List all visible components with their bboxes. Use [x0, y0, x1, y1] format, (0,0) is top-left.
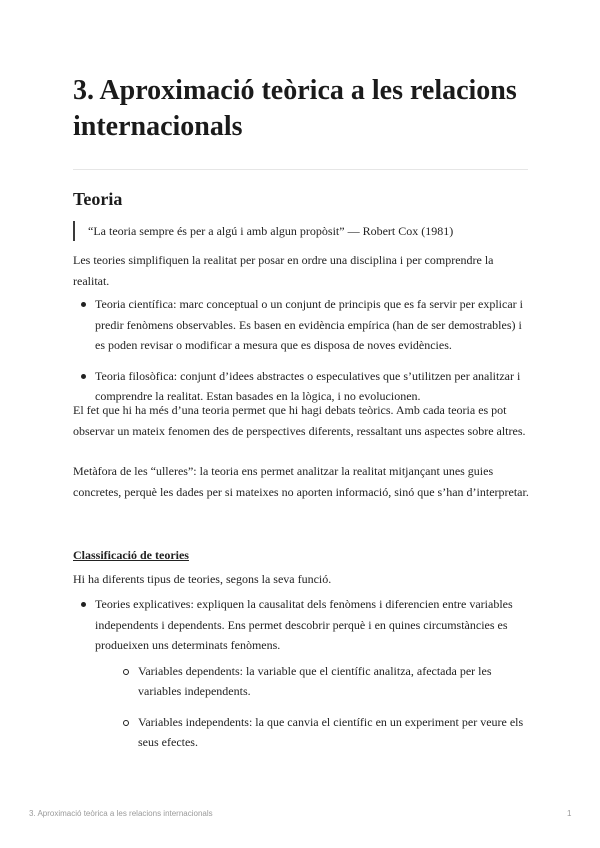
classification-intro: Hi ha diferents tipus de teories, segons la seva funció. [73, 572, 332, 586]
sublist-item [95, 661, 529, 702]
intro-paragraph: Les teories simplifiquen la realitat per posar en ordre una disciplina i per comprendre la realitat. [73, 253, 494, 288]
sublist-item-text: Variables independents: la que canvia el científic en un experiment per veure els seus efectes. [138, 714, 524, 749]
list-item [73, 594, 529, 753]
list-item-text: Teories explicatives: expliquen la causalitat dels fenòmens i diferencien entre variables independents i dependents. Ens permet descobrir perquè i en quines circumstàncies es produeixen uns determinats fenòmens. [95, 597, 513, 652]
classification-list [73, 594, 529, 753]
debates-paragraph: El fet que hi ha més d’una teoria permet que hi hagi debats teòrics. Amb cada teoria es pot observar un mateix fenomen des de perspectives diferents, ressaltant uns aspectes sobre altres. [73, 403, 526, 438]
hollow-bullet-icon [123, 720, 129, 726]
variables-sublist [95, 661, 529, 753]
theory-types-list [73, 294, 529, 407]
page-title: 3. Aproximació teòrica a les relacions internacionals [73, 75, 517, 142]
list-item-text: Teoria filosòfica: conjunt d’idees abstractes o especulatives que s’utilitzen per analitzar i comprendre la realitat. Estan basades en la lògica, i no evolucionen. [95, 368, 521, 403]
blockquote: “La teoria sempre és per a algú i amb algun propòsit” — Robert Cox (1981) [73, 221, 453, 241]
title-divider [73, 169, 528, 170]
footer-running-title: 3. Aproximació teòrica a les relacions internacionals [29, 809, 213, 818]
bullet-icon [81, 302, 86, 307]
footer-page-number: 1 [567, 809, 572, 818]
sublist-item [95, 712, 529, 753]
subsection-heading: Classificació de teories [73, 548, 189, 562]
sublist-item-text: Variables dependents: la variable que el científic analitza, afectada per les variables independents. [138, 663, 492, 698]
bullet-icon [81, 374, 86, 379]
section-heading: Teoria [73, 189, 123, 209]
metaphor-paragraph: Metàfora de les “ulleres”: la teoria ens permet analitzar la realitat mitjançant unes guies concretes, perquè les dades per si mateixes no aporten informació, sinó que s’han d’interpretar. [73, 464, 529, 499]
hollow-bullet-icon [123, 669, 129, 675]
list-item [73, 294, 529, 356]
bullet-icon [81, 602, 86, 607]
list-item-text: Teoria científica: marc conceptual o un conjunt de principis que es fa servir per explicar i predir fenòmens observables. Es basen en evidència empírica (han de ser demostrables) i es poden revisar o modificar a mesura que es disposa de noves evidències. [95, 297, 523, 352]
